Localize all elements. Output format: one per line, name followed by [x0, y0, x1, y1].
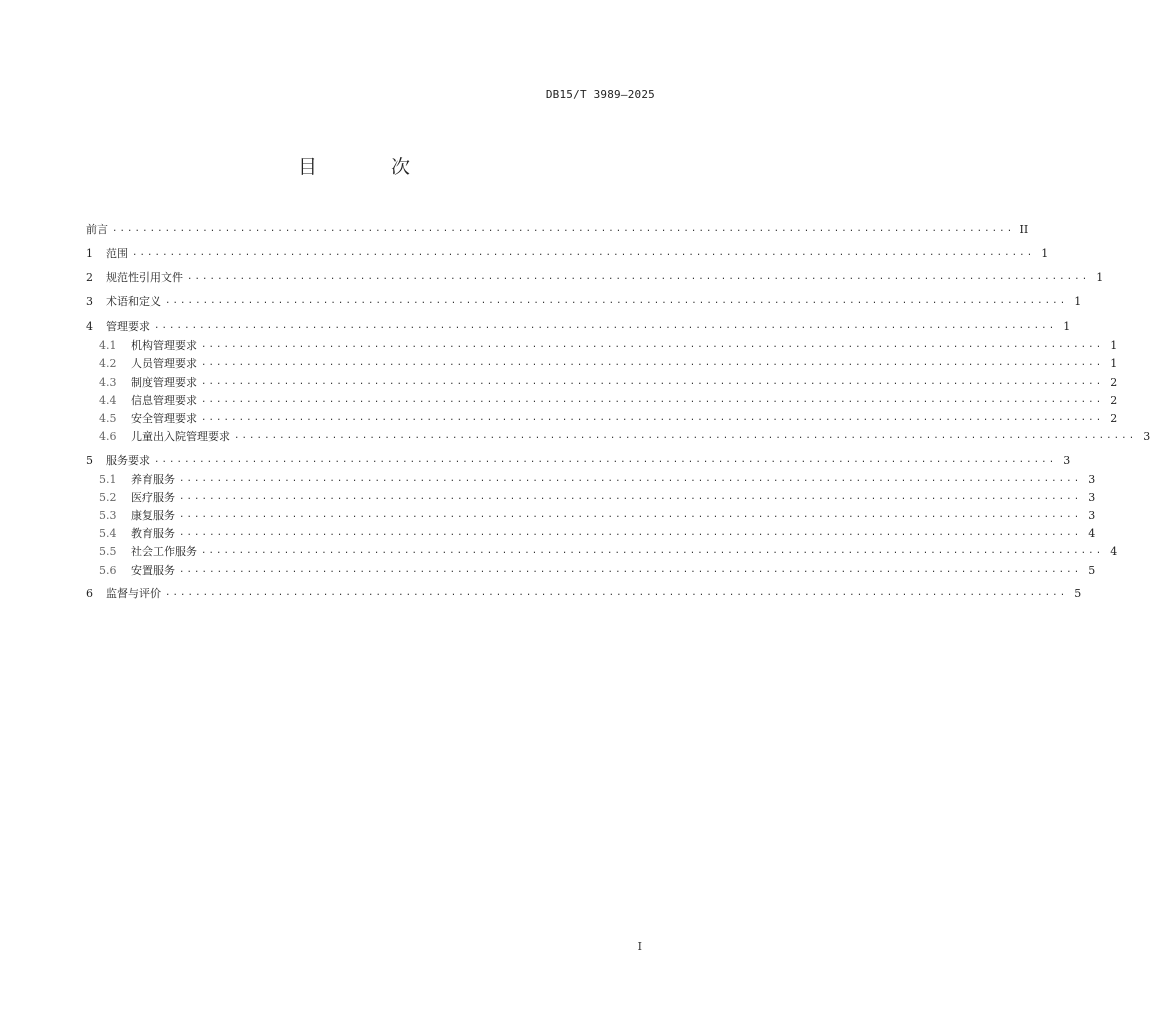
- toc-entry-page: 2: [1110, 393, 1118, 407]
- toc-entry-5-3[interactable]: [86, 506, 1096, 524]
- toc-entry-page: 1: [1074, 294, 1082, 308]
- toc-entry-supervision-evaluation[interactable]: [86, 584, 1082, 602]
- toc-entry-number: 2: [86, 270, 93, 284]
- toc-entry-page: 5: [1088, 563, 1096, 577]
- toc-entry-4-4[interactable]: [86, 391, 1118, 409]
- toc-entry-page: 3: [1088, 490, 1096, 504]
- toc-entry-label: 信息管理要求: [131, 394, 197, 407]
- toc-entry-page: 4: [1110, 544, 1118, 558]
- toc-entry-management-requirements[interactable]: [86, 317, 1071, 335]
- toc-entry-number: 4: [86, 319, 93, 333]
- toc-leader-dots: ........................................................................................................................: [154, 455, 1057, 465]
- toc-entry-label: 儿童出入院管理要求: [131, 430, 230, 443]
- toc-entry-page: 4: [1088, 526, 1096, 540]
- toc-entry-4-3[interactable]: [86, 373, 1118, 391]
- toc-entry-number: 5.6: [99, 563, 117, 577]
- toc-leader-dots: ........................................................................................................................: [201, 377, 1104, 387]
- toc-entry-page: 3: [1088, 472, 1096, 486]
- toc-entry-number: 6: [86, 586, 93, 600]
- toc-entry-5-6[interactable]: [86, 561, 1096, 579]
- toc-entry-page: 1: [1110, 338, 1118, 352]
- toc-entry-number: 5.1: [99, 472, 117, 486]
- toc-entry-label: 前言: [86, 223, 108, 236]
- toc-leader-dots: ........................................................................................................................: [201, 340, 1104, 350]
- page-number: I: [637, 940, 642, 953]
- toc-entry-4-1[interactable]: [86, 336, 1118, 354]
- toc-entry-number: 4.6: [99, 429, 117, 443]
- toc-leader-dots: ........................................................................................................................: [112, 224, 1015, 234]
- toc-entry-label: 监督与评价: [106, 587, 161, 600]
- toc-entry-page: 2: [1110, 411, 1118, 425]
- toc-leader-dots: ........................................................................................................................: [179, 510, 1082, 520]
- toc-entry-label: 教育服务: [131, 527, 175, 540]
- toc-entry-page: 3: [1088, 508, 1096, 522]
- toc-leader-dots: ........................................................................................................................: [179, 474, 1082, 484]
- toc-entry-4-5[interactable]: [86, 409, 1118, 427]
- toc-leader-dots: ........................................................................................................................: [234, 431, 1137, 441]
- toc-entry-number: 4.5: [99, 411, 117, 425]
- toc-entry-page: 1: [1063, 319, 1071, 333]
- toc-entry-label: 社会工作服务: [131, 545, 197, 558]
- toc-leader-dots: ........................................................................................................................: [179, 492, 1082, 502]
- toc-leader-dots: ........................................................................................................................: [179, 528, 1082, 538]
- toc-entry-5-1[interactable]: [86, 470, 1096, 488]
- toc-entry-5-5[interactable]: [86, 542, 1118, 560]
- toc-entry-number: 5.4: [99, 526, 117, 540]
- toc-entry-label: 医疗服务: [131, 491, 175, 504]
- toc-leader-dots: ........................................................................................................................: [165, 588, 1068, 598]
- toc-entry-number: 4.3: [99, 375, 117, 389]
- toc-entry-scope[interactable]: [86, 244, 1049, 262]
- toc-entry-label: 人员管理要求: [131, 357, 197, 370]
- toc-leader-dots: ........................................................................................................................: [201, 413, 1104, 423]
- toc-entry-page: 1: [1041, 246, 1049, 260]
- toc-entry-terms-definitions[interactable]: [86, 292, 1082, 310]
- toc-entry-label: 康复服务: [131, 509, 175, 522]
- toc-leader-dots: ........................................................................................................................: [201, 395, 1104, 405]
- toc-entry-page: 2: [1110, 375, 1118, 389]
- document-code: DB15/T 3989—2025: [545, 88, 655, 101]
- toc-leader-dots: ........................................................................................................................: [187, 272, 1090, 282]
- toc-entry-page: 3: [1063, 453, 1071, 467]
- toc-entry-label: 安全管理要求: [131, 412, 197, 425]
- toc-entry-service-requirements[interactable]: [86, 451, 1071, 469]
- toc-entry-page: II: [1019, 222, 1029, 236]
- toc-entry-label: 术语和定义: [106, 295, 161, 308]
- toc-entry-label: 规范性引用文件: [106, 271, 183, 284]
- toc-entry-page: 3: [1143, 429, 1150, 443]
- toc-entry-normative-references[interactable]: [86, 268, 1104, 286]
- page-title: 目 次: [297, 156, 445, 178]
- toc-entry-label: 机构管理要求: [131, 339, 197, 352]
- toc-entry-page: 1: [1110, 356, 1118, 370]
- toc-entry-label: 服务要求: [106, 454, 150, 467]
- toc-leader-dots: ........................................................................................................................: [201, 546, 1104, 556]
- toc-leader-dots: ........................................................................................................................: [165, 296, 1068, 306]
- toc-entry-number: 5: [86, 453, 93, 467]
- toc-entry-number: 5.3: [99, 508, 117, 522]
- toc-entry-number: 4.4: [99, 393, 117, 407]
- toc-leader-dots: ........................................................................................................................: [179, 565, 1082, 575]
- toc-entry-5-2[interactable]: [86, 488, 1096, 506]
- toc-entry-label: 管理要求: [106, 320, 150, 333]
- toc-entry-foreword[interactable]: [86, 220, 1029, 238]
- toc-leader-dots: ........................................................................................................................: [201, 358, 1104, 368]
- toc-entry-number: 1: [86, 246, 93, 260]
- toc-entry-4-6[interactable]: [86, 427, 1150, 445]
- toc-entry-number: 5.5: [99, 544, 117, 558]
- toc-entry-label: 范围: [106, 247, 128, 260]
- toc-entry-page: 1: [1096, 270, 1104, 284]
- toc-entry-label: 制度管理要求: [131, 376, 197, 389]
- toc-leader-dots: ........................................................................................................................: [132, 248, 1035, 258]
- toc-entry-number: 5.2: [99, 490, 117, 504]
- toc-entry-label: 养育服务: [131, 473, 175, 486]
- toc-entry-4-2[interactable]: [86, 354, 1118, 372]
- toc-leader-dots: ........................................................................................................................: [154, 321, 1057, 331]
- toc-entry-number: 3: [86, 294, 93, 308]
- toc-entry-5-4[interactable]: [86, 524, 1096, 542]
- toc-entry-number: 4.2: [99, 356, 117, 370]
- toc-entry-page: 5: [1074, 586, 1082, 600]
- toc-entry-label: 安置服务: [131, 564, 175, 577]
- toc-entry-number: 4.1: [99, 338, 117, 352]
